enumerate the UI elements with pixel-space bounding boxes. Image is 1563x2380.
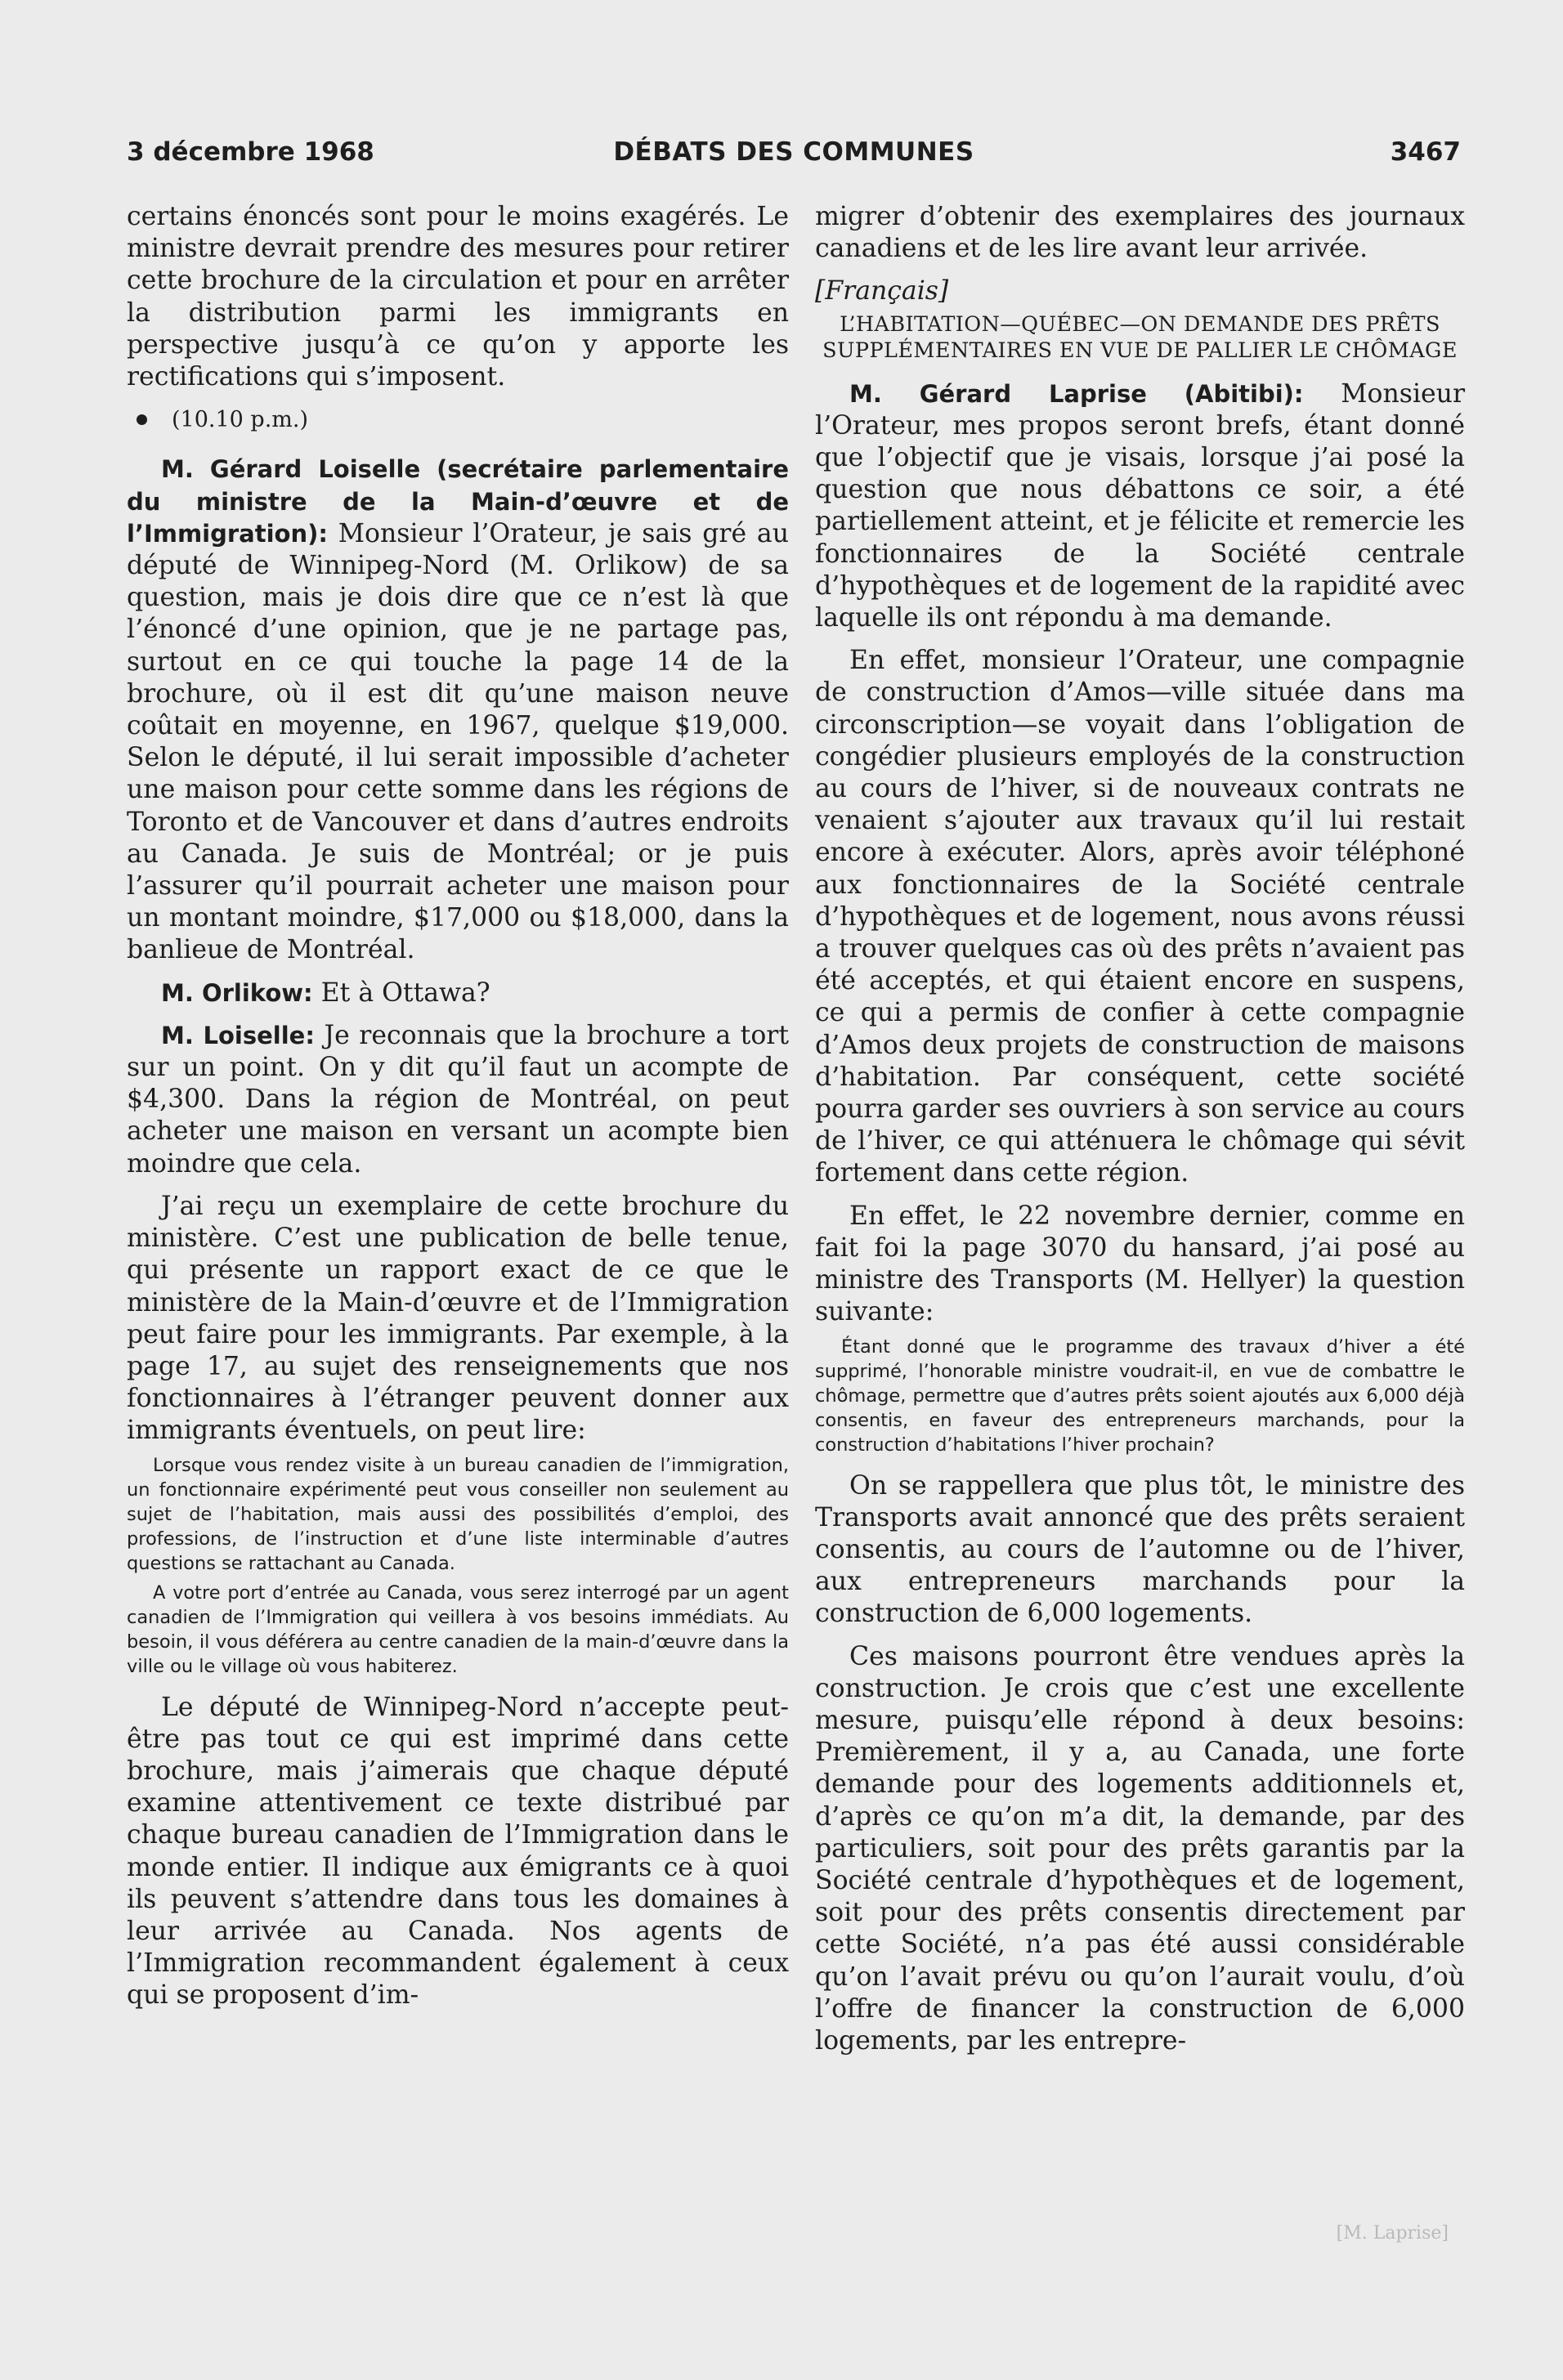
speech-text: Je reconnais que la brochure a tort sur un point. On y dit qu’il faut un acompte de $4,300. Dans la région de Montréal, on peut acheter une maison en versant un acompte bien moindre que cela. bbox=[127, 1020, 790, 1179]
left-column bbox=[127, 201, 789, 2023]
paragraph: certains énoncés sont pour le moins exagérés. Le ministre devrait prendre des mesures pour retirer cette brochure de la circulation et pour en arrêter la distribution parmi les immigrants en perspective jusqu’à ce qu’on y apporte les rectifications qui s’imposent. bbox=[127, 202, 789, 392]
language-marker: [Français] bbox=[815, 276, 949, 306]
bullet-icon bbox=[137, 414, 147, 425]
speaker-name: M. Gérard Loiselle (secrétaire parlementaire du ministre de la Main-d’œuvre et de l’Immigration): bbox=[127, 455, 789, 548]
time-text: (10.10 p.m.) bbox=[172, 407, 308, 433]
speech-text: Monsieur l’Orateur, mes propos seront brefs, étant donné que l’objectif que je visais, lorsque j’ai posé la question que nous débattons ce soir, a été partiellement atteint, et je félicite et remercie les fonctionnaires de la Société centrale d’hypothèques et de logement de la rapidité avec laquelle ils ont répondu à ma demande. bbox=[815, 378, 1465, 633]
bleed-through-mark: [M. Laprise] bbox=[1336, 2223, 1449, 2244]
header-date: 3 décembre 1968 bbox=[127, 137, 374, 167]
paragraph: On se rappellera que plus tôt, le ministre des Transports avait annoncé que des prêts seraient consentis, au cours de l’automne ou de l’hiver, aux entrepreneurs marchands pour la construction de 6,000 logements. bbox=[815, 1470, 1465, 1629]
paragraph: Le député de Winnipeg-Nord n’accepte peut-être pas tout ce qui est imprimé dans cette brochure, mais j’aimerais que chaque député examine attentivement ce texte distribué par chaque bureau canadien de l’Immigration dans le monde entier. Il indique aux émigrants ce à quoi ils peuvent s’attendre dans tous les domaines à leur arrivée au Canada. Nos agents de l’Immigration recommandent également à ceux qui se proposent d’im- bbox=[127, 1692, 789, 2011]
page-header bbox=[127, 137, 1461, 173]
speech-text: Et à Ottawa? bbox=[312, 978, 490, 1008]
quote-paragraph: Lorsque vous rendez visite à un bureau canadien de l’immigration, un fonctionnaire expérimenté peut vous conseiller non seulement au sujet de l’habitation, mais aussi des possibilités d’emploi, des professions, de l’instruction et d’une liste interminable d’autres questions se rattachant au Canada. bbox=[127, 1454, 789, 1574]
paragraph bbox=[127, 454, 789, 966]
paragraph: J’ai reçu un exemplaire de cette brochure du ministère. C’est une publication de belle tenue, qui présente un rapport exact de ce que le ministère de la Main-d’œuvre et de l’Immigration peut faire pour les immigrants. Par exemple, à la page 17, au sujet des renseignements que nos fonctionnaires à l’étranger peuvent donner aux immigrants éventuels, on peut lire: bbox=[127, 1191, 789, 1446]
timestamp bbox=[127, 404, 789, 436]
section-heading: L’HABITATION—QUÉBEC—ON DEMANDE DES PRÊTS SUPPLÉMENTAIRES EN VUE DE PALLIER LE CHÔMAGE bbox=[822, 311, 1458, 363]
speech-text: Monsieur l’Orateur, je sais gré au député de Winnipeg-Nord (M. Orlikow) de sa question, mais je dois dire que ce n’est là que l’énoncé d’une opinion, que je ne partage pas, surtout en ce qui touche la page 14 de la brochure, où il est dit qu’une maison neuve coûtait en moyenne, en 1967, quelque $19,000. Selon le député, il lui serait impossible d’acheter une maison pour cette somme dans les régions de Toronto et de Vancouver et dans d’autres endroits au Canada. Je suis de Montréal; or je puis l’assurer qu’il pourrait acheter une maison pour un montant moindre, $17,000 ou $18,000, dans la banlieue de Montréal. bbox=[127, 518, 789, 965]
page-number: 3467 bbox=[1390, 137, 1461, 167]
speaker-name: M. Loiselle: bbox=[161, 1021, 315, 1049]
quote-paragraph: Étant donné que le programme des travaux d’hiver a été supprimé, l’honorable ministre voudrait-il, en vue de combattre le chômage, permettre que d’autres prêts soient ajoutés aux 6,000 déjà consentis, en faveur des entrepreneurs marchands, pour la construction d’habitations l’hiver prochain? bbox=[815, 1335, 1465, 1456]
speaker-name: M. Gérard Laprise (Abitibi): bbox=[849, 379, 1304, 408]
paragraph bbox=[815, 378, 1465, 635]
paragraph: En effet, le 22 novembre dernier, comme en fait foi la page 3070 du hansard, j’ai posé au ministre des Transports (M. Hellyer) la question suivante: bbox=[815, 1201, 1465, 1327]
paragraph bbox=[127, 1020, 789, 1180]
paragraph: Ces maisons pourront être vendues après la construction. Je crois que c’est une excellente mesure, puisqu’elle répond à deux besoins: Premièrement, il y a, au Canada, une forte demande pour des logements additionnels et, d’après ce qu’on m’a dit, la demande, par des particuliers, soit pour des prêts garantis par la Société centrale d’hypothèques et de logement, soit pour des prêts consentis directement par cette Société, n’a pas été aussi considérable qu’on l’avait prévu ou qu’on l’aurait voulu, d’où l’offre de financer la construction de 6,000 logements, par les entrepre- bbox=[815, 1641, 1465, 2056]
block-quote bbox=[127, 1453, 789, 1679]
header-title: DÉBATS DES COMMUNES bbox=[613, 137, 974, 167]
paragraph: En effet, monsieur l’Orateur, une compagnie de construction d’Amos—ville située dans ma circonscription—se voyait dans l’obligation de congédier plusieurs employés de la construction au cours de l’hiver, si de nouveaux contrats ne venaient s’ajouter aux travaux qu’il lui restait encore à exécuter. Alors, après avoir téléphoné aux fonctionnaires de la Société centrale d’hypothèques et de logement, nous avons réussi a trouver quelques cas où des prêts n’avaient pas été acceptés, et qui étaient encore en suspens, ce qui a permis de confier à cette compagnie d’Amos deux projets de construction de maisons d’habitation. Par conséquent, cette société pourra garder ses ouvriers à son service au cours de l’hiver, ce qui atténuera le chômage qui sévit fortement dans cette région. bbox=[815, 646, 1465, 1188]
right-column bbox=[815, 201, 1465, 2068]
block-quote bbox=[815, 1335, 1465, 1457]
speaker-name: M. Orlikow: bbox=[161, 978, 313, 1007]
quote-paragraph: A votre port d’entrée au Canada, vous serez interrogé par un agent canadien de l’Immigration qui veillera à vos besoins immédiats. Au besoin, il vous déférera au centre canadien de la main-d’œuvre dans la ville ou le village où vous habiterez. bbox=[127, 1581, 789, 1677]
paragraph bbox=[127, 978, 789, 1009]
paragraph: migrer d’obtenir des exemplaires des journaux canadiens et de les lire avant leur arrivée. bbox=[815, 202, 1465, 264]
